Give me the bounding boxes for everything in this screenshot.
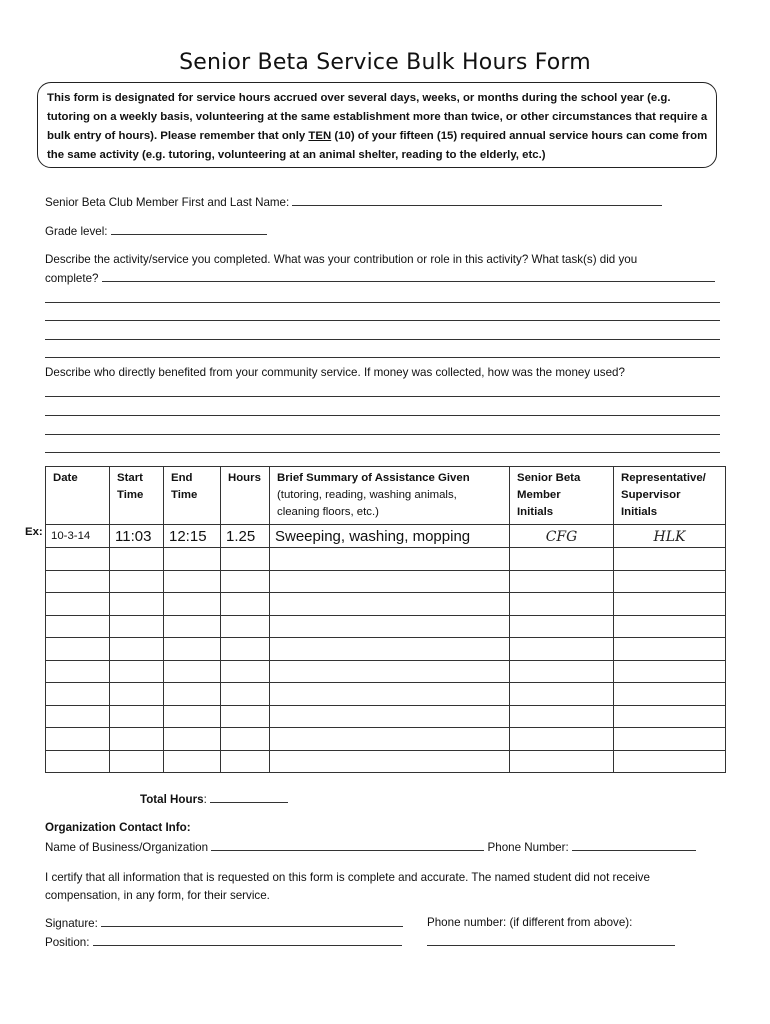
- instructions-box: [37, 82, 717, 168]
- activity-question: Describe the activity/service you completed. What was your contribution or role in this activity? What task(s) did you: [45, 253, 638, 266]
- col-member-initials: Senior Beta Member Initials: [510, 467, 614, 525]
- alt-phone-field[interactable]: [427, 935, 675, 949]
- example-rep-initials: HLK: [614, 525, 726, 548]
- table-row[interactable]: [46, 593, 726, 616]
- col-hours: Hours: [221, 467, 270, 525]
- col-rep-initials: Representative/ Supervisor Initials: [614, 467, 726, 525]
- activity-line-4[interactable]: [45, 357, 720, 358]
- activity-question-end: complete?: [45, 272, 99, 285]
- col-date: Date: [46, 467, 110, 525]
- org-contact-heading: Organization Contact Info:: [45, 821, 191, 834]
- table-row[interactable]: [46, 705, 726, 728]
- form-title: Senior Beta Service Bulk Hours Form: [179, 50, 591, 75]
- grade-level-line[interactable]: [111, 224, 267, 235]
- col-summary: Brief Summary of Assistance Given (tutoring, reading, washing animals, cleaning floors, etc.): [270, 467, 510, 525]
- table-row[interactable]: [46, 728, 726, 751]
- signature-label: Signature:: [45, 917, 98, 930]
- activity-line-0[interactable]: [102, 271, 715, 282]
- table-row[interactable]: [46, 660, 726, 683]
- member-name-field[interactable]: [45, 195, 662, 209]
- phone-number-line[interactable]: [572, 840, 696, 851]
- example-row: [46, 525, 726, 548]
- beneficiary-question: Describe who directly benefited from your community service. If money was collected, how was the money used?: [45, 366, 625, 379]
- business-name-label: Name of Business/Organization: [45, 841, 209, 854]
- member-name-line[interactable]: [292, 195, 662, 206]
- table-row[interactable]: [46, 548, 726, 571]
- total-hours-line[interactable]: [210, 792, 288, 803]
- example-member-initials: CFG: [510, 525, 614, 548]
- business-name-field[interactable]: [45, 840, 696, 854]
- activity-line-1[interactable]: [45, 302, 720, 303]
- example-hours: 1.25: [221, 525, 270, 548]
- instructions-text: This form is designated for service hours accrued over several days, weeks, or months during the school year (e.g. tutoring on a weekly basis, volunteering at the same establishment more than twice, or other circumstances that require a bulk entry of hours). Please remember that only: [47, 92, 708, 142]
- instructions-text-end: (10) of your fifteen (15) required annual service hours can come from the same activity (e.g. tutoring, volunteering at an animal shelter, reading to the elderly, etc.): [47, 130, 708, 161]
- table-row[interactable]: [46, 750, 726, 773]
- table-row[interactable]: [46, 570, 726, 593]
- phone-number-label: Phone Number:: [487, 841, 569, 854]
- alt-phone-label: Phone number: (if different from above):: [427, 916, 633, 929]
- position-field[interactable]: [45, 935, 402, 949]
- instructions-emphasis: TEN: [308, 130, 332, 142]
- signature-line[interactable]: [101, 916, 403, 927]
- table-header-row: [46, 467, 726, 525]
- grade-level-field[interactable]: [45, 224, 267, 238]
- example-date: 10-3-14: [46, 525, 110, 548]
- position-label: Position:: [45, 936, 90, 949]
- example-end: 12:15: [164, 525, 221, 548]
- activity-line-3[interactable]: [45, 339, 720, 340]
- example-start: 11:03: [110, 525, 164, 548]
- beneficiary-line-1[interactable]: [45, 396, 720, 397]
- position-line[interactable]: [93, 935, 402, 946]
- member-name-label: Senior Beta Club Member First and Last Name:: [45, 196, 290, 209]
- certification-statement: I certify that all information that is requested on this form is complete and accurate. The named student did not receive compensation, in any form, for their service.: [45, 871, 650, 902]
- hours-log-table: [45, 466, 726, 773]
- col-end-time: End Time: [164, 467, 221, 525]
- business-name-line[interactable]: [211, 840, 484, 851]
- grade-level-label: Grade level:: [45, 225, 108, 238]
- activity-answer-first[interactable]: [45, 271, 715, 285]
- beneficiary-line-2[interactable]: [45, 415, 720, 416]
- table-row[interactable]: [46, 615, 726, 638]
- beneficiary-line-3[interactable]: [45, 434, 720, 435]
- total-hours-label: Total Hours: [140, 793, 204, 806]
- example-summary: Sweeping, washing, mopping: [270, 525, 510, 548]
- table-row[interactable]: [46, 638, 726, 661]
- table-row[interactable]: [46, 683, 726, 706]
- total-hours-field[interactable]: Total Hours:: [140, 792, 288, 806]
- alt-phone-line[interactable]: [427, 935, 675, 946]
- beneficiary-line-4[interactable]: [45, 452, 720, 453]
- activity-line-2[interactable]: [45, 320, 720, 321]
- col-start-time: Start Time: [110, 467, 164, 525]
- signature-field[interactable]: [45, 916, 403, 930]
- example-label: Ex:: [25, 526, 43, 538]
